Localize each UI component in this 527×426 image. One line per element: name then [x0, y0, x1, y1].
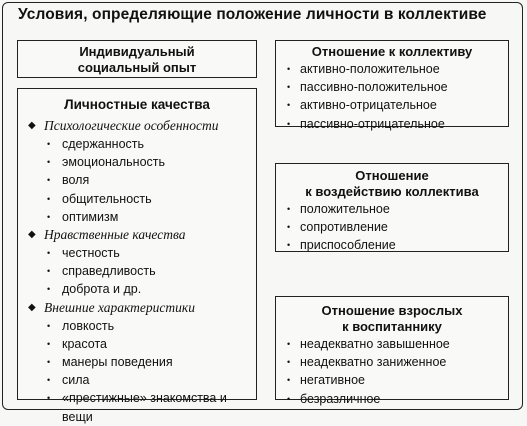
- bullet-icon: •: [47, 357, 51, 368]
- list-item-label: приспособление: [300, 238, 396, 253]
- list-item: [287, 335, 508, 353]
- bullet-icon: •: [47, 284, 51, 295]
- list-item: [287, 371, 508, 389]
- attitude-to-collective-box: [275, 40, 509, 131]
- personal-qualities-groups: [18, 117, 256, 426]
- list-item-label: пассивно-положительное: [300, 80, 448, 95]
- category-heading: [18, 117, 256, 135]
- bullet-icon: •: [47, 393, 51, 404]
- adults-attitude-line1: Отношение взрослых: [321, 303, 463, 318]
- list-item: [47, 262, 256, 280]
- list-item-label: общительность: [62, 191, 152, 206]
- attitude-to-influence-line2: к воздействию коллектива: [305, 184, 479, 199]
- list-item-label: вещи: [62, 409, 93, 424]
- adults-attitude-title: [276, 303, 508, 335]
- attitude-to-influence-line1: Отношение: [355, 168, 429, 183]
- category-item-list: [18, 135, 256, 226]
- personal-qualities-title: Личностные качества: [64, 97, 210, 112]
- category-heading: [18, 299, 256, 317]
- list-item-label: безразличное: [300, 391, 381, 406]
- list-item: [287, 390, 508, 408]
- bullet-icon: •: [287, 118, 291, 129]
- bullet-icon: •: [287, 64, 291, 74]
- bullet-icon: •: [47, 211, 51, 222]
- list-item-label: активно-положительное: [300, 62, 440, 76]
- list-item: [47, 171, 256, 189]
- list-item-label: негативное: [300, 373, 365, 388]
- list-item-label: эмоциональность: [62, 155, 166, 170]
- list-item: [47, 153, 256, 171]
- list-item-label: «престижные» знакомства и: [62, 391, 227, 406]
- bullet-icon: •: [287, 375, 291, 386]
- list-item-label: ловкость: [62, 318, 115, 333]
- list-item: [287, 60, 508, 78]
- bullet-icon: •: [287, 339, 291, 349]
- list-item: [287, 218, 508, 236]
- list-item: [47, 335, 256, 353]
- attitude-to-influence-title: [276, 168, 508, 200]
- list-item: [287, 115, 508, 133]
- bullet-icon: •: [47, 338, 51, 349]
- bullet-icon: •: [47, 266, 51, 277]
- bullet-icon: •: [47, 375, 51, 386]
- list-item: [47, 135, 256, 153]
- list-item: [287, 200, 508, 218]
- bullet-icon: •: [47, 193, 51, 204]
- personal-qualities-box: [17, 88, 257, 424]
- attitude-to-influence-list: [276, 200, 508, 255]
- list-item: [287, 78, 508, 96]
- list-item-label: активно-отрицательное: [300, 98, 437, 113]
- attitude-to-collective-list: [276, 60, 508, 133]
- bullet-icon: •: [47, 320, 51, 331]
- list-item: [47, 317, 256, 335]
- bullet-icon: •: [47, 157, 51, 168]
- bullet-icon: •: [287, 100, 291, 111]
- list-item: [287, 353, 508, 371]
- list-item: [287, 96, 508, 114]
- diamond-bullet-icon: ◆: [28, 120, 36, 131]
- bullet-icon: •: [47, 248, 51, 259]
- bullet-icon: •: [287, 204, 291, 214]
- list-item-label: пассивно-отрицательное: [300, 116, 445, 131]
- list-item: [47, 280, 256, 298]
- category-label: Внешние характеристики: [44, 299, 195, 315]
- list-item-label: справедливость: [62, 264, 156, 279]
- attitude-to-influence-box: [275, 163, 509, 252]
- list-item-label: сопротивление: [300, 220, 388, 235]
- list-item: [47, 208, 256, 226]
- adults-attitude-line2: к воспитаннику: [342, 319, 442, 334]
- list-item-label: красота: [62, 336, 107, 351]
- bullet-icon: •: [287, 357, 291, 368]
- list-item-label: честность: [62, 246, 120, 261]
- list-item: [47, 244, 256, 262]
- individual-experience-line1: Индивидуальный: [79, 44, 195, 59]
- adults-attitude-box: [275, 296, 509, 406]
- list-item: [62, 408, 256, 426]
- list-item: [47, 371, 256, 389]
- category-item-list: [18, 317, 256, 426]
- adults-attitude-list: [276, 335, 508, 408]
- individual-experience-line2: социальный опыт: [77, 60, 197, 75]
- diamond-bullet-icon: ◆: [28, 301, 36, 313]
- list-item: [47, 353, 256, 371]
- bullet-icon: •: [287, 240, 291, 251]
- individual-experience-title: [18, 43, 256, 76]
- individual-experience-box: [17, 40, 257, 78]
- category-heading: [18, 226, 256, 244]
- list-item: [47, 389, 256, 407]
- diagram-title: Условия, определяющие положение личности в коллективе: [18, 6, 487, 23]
- category-label: Психологические особенности: [44, 118, 219, 133]
- list-item-label: неадекватно заниженное: [300, 355, 447, 370]
- list-item-label: сила: [62, 373, 90, 388]
- list-item-label: воля: [62, 173, 90, 188]
- bullet-icon: •: [47, 139, 51, 149]
- bullet-icon: •: [287, 393, 291, 404]
- bullet-icon: •: [287, 82, 291, 93]
- bullet-icon: •: [47, 175, 51, 186]
- attitude-to-collective-title: Отношение к коллективу: [311, 44, 473, 59]
- category-label: Нравственные качества: [44, 227, 186, 243]
- category-item-list: [18, 244, 256, 299]
- list-item-label: манеры поведения: [62, 355, 173, 370]
- list-item: [47, 190, 256, 208]
- list-item-label: оптимизм: [62, 209, 119, 224]
- list-item-label: доброта и др.: [62, 282, 142, 297]
- diamond-bullet-icon: ◆: [28, 229, 36, 241]
- bullet-icon: •: [287, 222, 291, 233]
- list-item-label: сдержанность: [62, 137, 145, 151]
- list-item-label: неадекватно завышенное: [300, 337, 450, 351]
- list-item: [287, 236, 508, 254]
- list-item-label: положительное: [300, 202, 390, 216]
